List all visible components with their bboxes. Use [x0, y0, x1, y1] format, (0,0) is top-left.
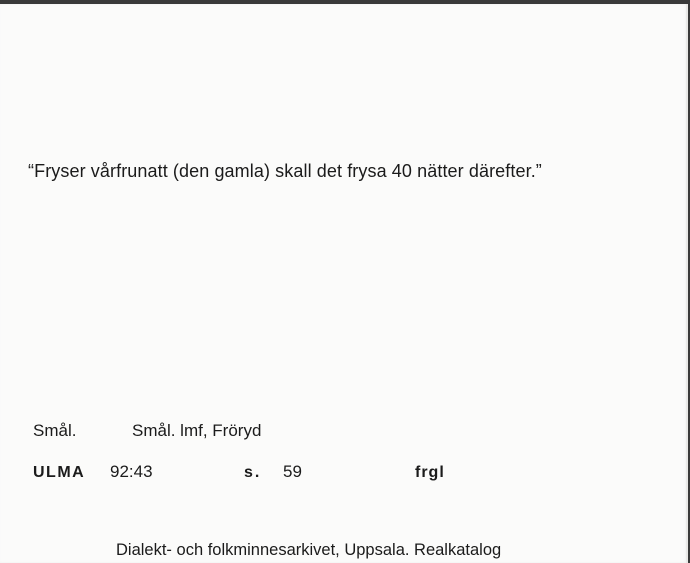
catalog-card: [0, 4, 688, 563]
region-label: Smål.: [33, 421, 77, 440]
parish-label: Smål. lmf, Fröryd: [132, 421, 262, 440]
proverb-text: “Fryser vårfrunatt (den gamla) skall det frysa 40 nätter därefter.”: [28, 161, 542, 181]
page-number: 59: [283, 462, 302, 481]
category-code: frgl: [415, 464, 445, 481]
archive-footer: Dialekt- och folkminnesarkivet, Uppsala. Realkatalog: [116, 541, 502, 559]
archive-code: ULMA: [33, 464, 86, 481]
volume-number: 92:43: [110, 462, 153, 481]
page-label: s.: [244, 464, 262, 481]
